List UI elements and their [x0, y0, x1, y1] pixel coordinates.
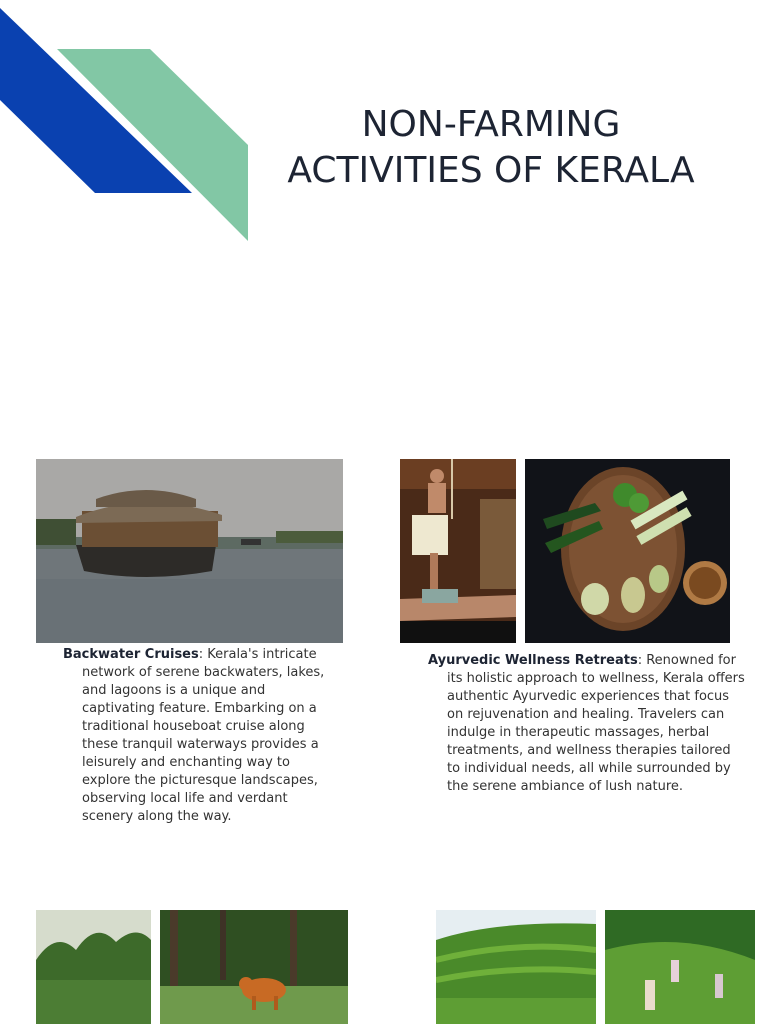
backwater-caption: [63, 646, 337, 826]
massage-photo: [400, 459, 516, 643]
decorative-bands: [0, 0, 260, 250]
ayurveda-body: : Renowned for its holistic approach to wellness, Kerala offers authentic Ayurvedic experiences that focus on rejuvenation and healing. Travelers can indulge in therapeutic massages, herbal treatments, and wellness therapies tailored to individual needs, all while surrounded by the serene ambiance of lush nature.: [447, 653, 745, 794]
tiger-photo: [160, 910, 348, 1024]
tea-plantation-photo: [436, 910, 596, 1024]
ayurveda-caption: [428, 652, 745, 796]
title-line-2: ACTIVITIES OF KERALA: [287, 150, 695, 191]
herbs-photo: [525, 459, 730, 643]
page-title: [260, 102, 722, 194]
ayurveda-heading: Ayurvedic Wellness Retreats: [428, 653, 638, 668]
forest-photo: [36, 910, 151, 1024]
backwater-heading: Backwater Cruises: [63, 647, 199, 662]
backwater-body: : Kerala's intricate network of serene backwaters, lakes, and lagoons is a unique and captivating feature. Embarking on a traditional houseboat cruise along these tranquil waterways provides a leisurely and enchanting way to explore the picturesque landscapes, observing local life and verdant scenery along the way.: [82, 647, 325, 824]
title-line-1: NON-FARMING: [361, 104, 621, 145]
tea-pickers-photo: [605, 910, 755, 1024]
houseboat-photo: [36, 459, 343, 643]
